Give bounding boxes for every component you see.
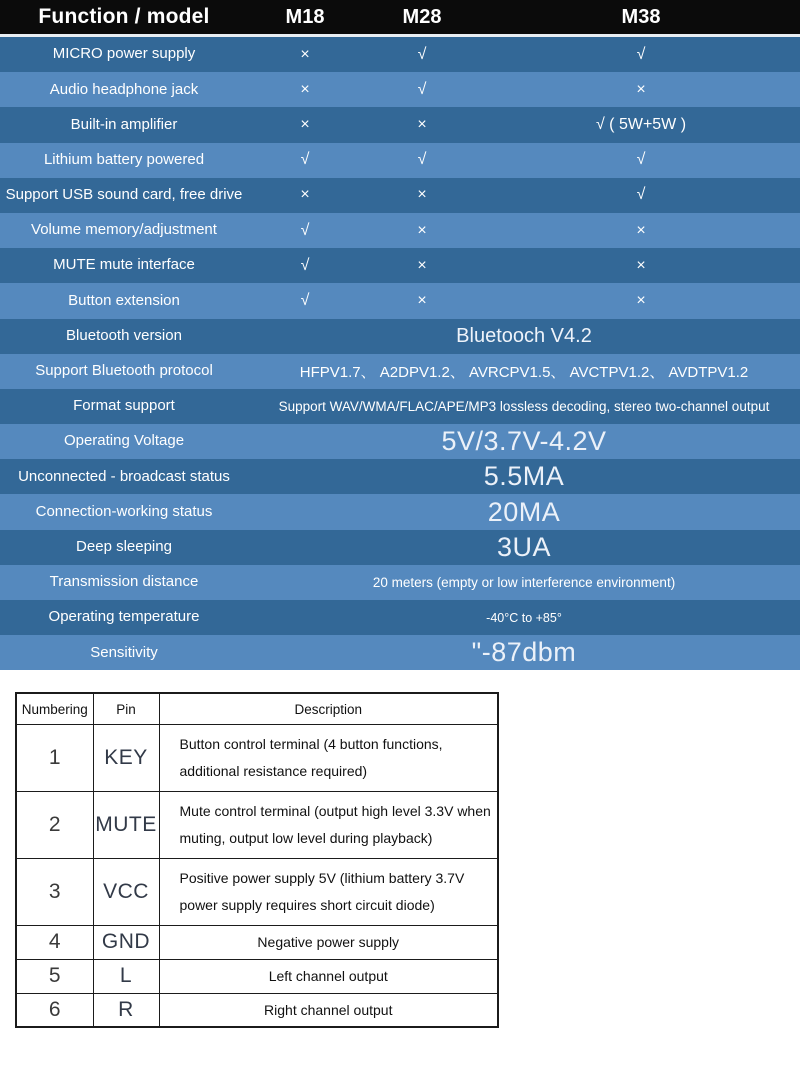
spec-merged-value: Bluetooch V4.2 <box>456 324 592 347</box>
spec-cell-m28: × <box>417 186 427 204</box>
spec-row-label: Audio headphone jack <box>49 80 199 98</box>
pin-cell-numbering: 5 <box>16 959 93 993</box>
header-function-model-label: Function / model <box>38 5 210 28</box>
pin-cell-description: Mute control terminal (output high level 3.3V when muting, output low level during playback) <box>159 791 498 858</box>
spec-merged-value: 3UA <box>496 531 552 562</box>
pin-row <box>16 858 498 925</box>
pin-cell-numbering: 3 <box>16 858 93 925</box>
pin-header-cell-pin: Pin <box>93 693 159 724</box>
spec-cell-m28: × <box>417 221 427 239</box>
spec-cell-m18: √ <box>300 221 310 239</box>
spec-row-label: MICRO power supply <box>52 45 196 63</box>
spec-cell-m28: √ <box>417 151 427 169</box>
spec-cell-m18: √ <box>300 291 310 309</box>
spec-cell-m18: × <box>300 115 310 133</box>
spec-row <box>0 178 800 213</box>
spec-row-label: Unconnected - broadcast status <box>18 467 230 485</box>
pin-row <box>16 925 498 959</box>
pin-row <box>16 993 498 1027</box>
pin-cell-pin: VCC <box>93 858 159 925</box>
spec-merged-value: "-87dbm <box>471 637 577 668</box>
spec-row-label: Support Bluetooth protocol <box>35 362 213 380</box>
spec-cell-m28: × <box>417 256 427 274</box>
spec-cell-m38: × <box>636 291 646 309</box>
pin-header-cell-description: Description <box>159 693 498 724</box>
spec-row-label: Bluetooth version <box>66 326 182 344</box>
pin-cell-pin: R <box>93 993 159 1027</box>
spec-row-label: Transmission distance <box>49 573 199 591</box>
spec-cell-m28: × <box>417 291 427 309</box>
spec-row-label: Sensitivity <box>90 643 158 661</box>
spec-cell-m18: × <box>300 186 310 204</box>
pin-cell-pin: L <box>93 959 159 993</box>
pin-row <box>16 724 498 791</box>
header-col-m28: M28 <box>402 5 442 28</box>
header-col-m18: M18 <box>285 5 325 28</box>
spec-cell-m38: × <box>636 221 646 239</box>
spec-cell-m38: × <box>636 80 646 98</box>
pin-cell-pin: MUTE <box>93 791 159 858</box>
spec-row-label: Button extension <box>68 291 180 309</box>
pin-cell-description: Button control terminal (4 button functions, additional resistance required) <box>159 724 498 791</box>
spec-row-label: Operating temperature <box>48 608 200 626</box>
spec-row-label: Support USB sound card, free drive <box>5 186 243 204</box>
spec-cell-m18: √ <box>300 151 310 169</box>
spec-row-label: Lithium battery powered <box>43 150 205 168</box>
spec-row <box>0 354 800 389</box>
spec-cell-m38: √ ( 5W+5W ) <box>595 115 687 133</box>
spec-row <box>0 424 800 459</box>
spec-cell-m38: √ <box>636 151 646 169</box>
spec-cell-m38: × <box>636 256 646 274</box>
spec-cell-m28: √ <box>417 80 427 98</box>
pin-cell-numbering: 4 <box>16 925 93 959</box>
spec-merged-value: 20MA <box>487 496 561 527</box>
spec-row <box>0 213 800 248</box>
spec-row-label: Deep sleeping <box>76 537 172 555</box>
pin-row <box>16 791 498 858</box>
header-col-m38: M38 <box>621 5 661 28</box>
pin-cell-numbering: 1 <box>16 724 93 791</box>
spec-row-label: Volume memory/adjustment <box>31 221 217 239</box>
spec-row-label: Operating Voltage <box>63 432 185 450</box>
pin-cell-description: Left channel output <box>159 959 498 993</box>
pin-table-section <box>0 670 800 1028</box>
pin-table-body <box>16 724 498 1027</box>
spec-cell-m38: √ <box>636 45 646 63</box>
spec-row <box>0 107 800 142</box>
spec-cell-m18: √ <box>300 256 310 274</box>
spec-cell-m18: × <box>300 45 310 63</box>
spec-table-header <box>0 0 800 37</box>
spec-row <box>0 600 800 635</box>
pin-cell-pin: KEY <box>93 724 159 791</box>
spec-table-body <box>0 37 800 670</box>
spec-row <box>0 565 800 600</box>
pin-table-header-row <box>16 693 498 724</box>
spec-merged-value: 20 meters (empty or low interference environment) <box>372 574 676 590</box>
spec-cell-m28: √ <box>417 45 427 63</box>
pin-cell-description: Positive power supply 5V (lithium battery 3.7V power supply requires short circuit diode) <box>159 858 498 925</box>
pin-cell-numbering: 2 <box>16 791 93 858</box>
spec-row <box>0 37 800 72</box>
spec-merged-value: 5.5MA <box>483 461 565 492</box>
spec-row <box>0 635 800 670</box>
pin-header-cell-numbering: Numbering <box>16 693 93 724</box>
spec-row <box>0 283 800 318</box>
pin-cell-pin: GND <box>93 925 159 959</box>
spec-row <box>0 494 800 529</box>
spec-row <box>0 389 800 424</box>
spec-merged-value: Support WAV/WMA/FLAC/APE/MP3 lossless decoding, stereo two-channel output <box>278 398 770 414</box>
pin-cell-description: Negative power supply <box>159 925 498 959</box>
spec-row <box>0 530 800 565</box>
spec-row-label: Format support <box>73 397 175 415</box>
spec-merged-value: HFPV1.7、 A2DPV1.2、 AVRCPV1.5、 AVCTPV1.2、 AVDTPV1.2 <box>299 363 749 381</box>
pin-table <box>15 692 499 1028</box>
spec-row-label: Connection-working status <box>35 502 213 520</box>
spec-row-label: MUTE mute interface <box>53 256 195 274</box>
spec-merged-value: -40°C to +85° <box>486 610 562 625</box>
pin-cell-numbering: 6 <box>16 993 93 1027</box>
spec-cell-m28: × <box>417 115 427 133</box>
spec-merged-value: 5V/3.7V-4.2V <box>441 426 607 457</box>
pin-cell-description: Right channel output <box>159 993 498 1027</box>
spec-cell-m18: × <box>300 80 310 98</box>
spec-row <box>0 72 800 107</box>
spec-row <box>0 319 800 354</box>
spec-row <box>0 459 800 494</box>
spec-row <box>0 248 800 283</box>
spec-cell-m38: √ <box>636 186 646 204</box>
pin-row <box>16 959 498 993</box>
spec-row <box>0 143 800 178</box>
spec-row-label: Built-in amplifier <box>70 115 178 133</box>
